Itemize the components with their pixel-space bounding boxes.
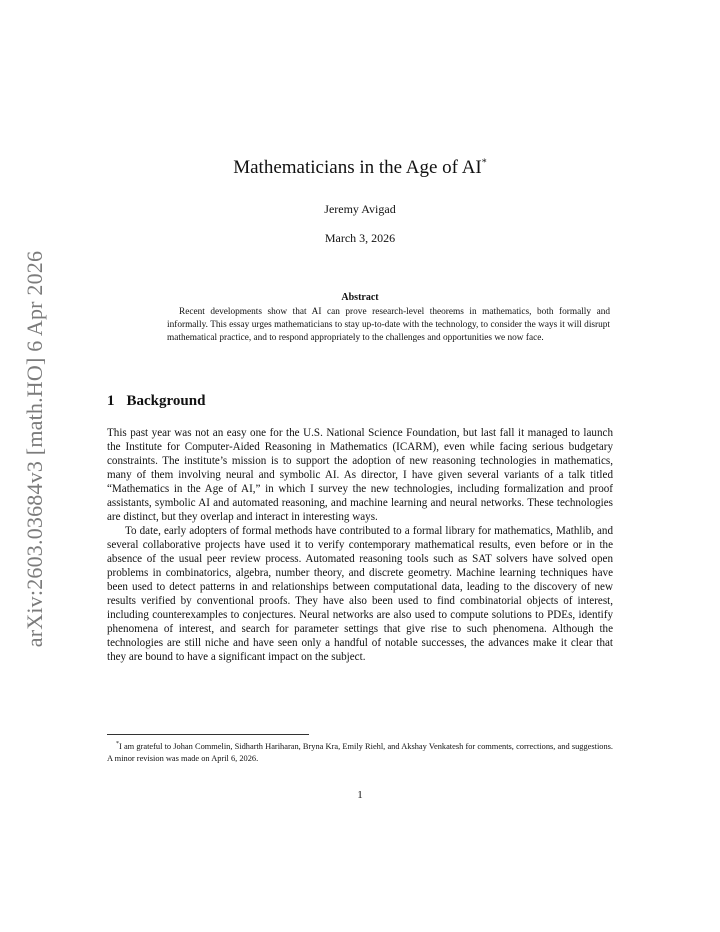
section-body xyxy=(107,426,613,664)
footnote-mark: * xyxy=(116,741,119,747)
footnote-divider xyxy=(107,734,309,735)
author-name: Jeremy Avigad xyxy=(324,202,396,216)
body-paragraph: This past year was not an easy one for the U.S. National Science Foundation, but last fall it managed to launch the Institute for Computer-Aided Reasoning in Mathematics (ICARM), even while facing serious budgetary constraints. The institute’s mission is to support the adoption of new reasoning technologies in mathematics, many of them involving neural and symbolic AI. As director, I have given several variants of a talk titled “Mathematics in the Age of AI,” in which I survey the new technologies, including formalization and proof assistants, symbolic AI and automated reasoning, and machine learning and neural networks. These technologies are distinct, but they overlap and interact in interesting ways. xyxy=(107,427,613,523)
arxiv-identifier-stamp: arXiv:2603.03684v3 [math.HO] 6 Apr 2026 xyxy=(22,250,47,648)
title-footnote-mark: * xyxy=(481,157,487,169)
body-paragraph: To date, early adopters of formal methods have contributed to a formal library for mathematics, Mathlib, and several collaborative projects have used it to verify contemporary mathematical results, even before or in the absence of the usual peer review process. Automated reasoning tools such as SAT solvers have solved open problems in combinatorics, algebra, number theory, and discrete geometry. Machine learning techniques have been used to detect patterns in and relationships between computational data, leading to the discovery of new results verified by conventional proofs. They have also been used to find combinatorial objects of interest, including counterexamples to conjectures. Neural networks are also used to compute solutions to PDEs, identify phenomena of interest, and search for parameter settings that give rise to such phenomena. Although the technologies are still niche and have seen only a handful of notable successes, the advances make it clear that they are bound to have a significant impact on the subject. xyxy=(107,525,613,663)
section-number: 1 xyxy=(107,393,115,409)
publication-date: March 3, 2026 xyxy=(324,231,396,245)
footnote-text: I am grateful to Johan Commelin, Sidharth Hariharan, Bryna Kra, Emily Riehl, and Akshay Venkatesh for comments, corrections, and suggestions. A minor revision was made on April 6, 2026. xyxy=(107,741,613,763)
paper-title xyxy=(0,157,720,179)
footnote xyxy=(107,738,613,765)
page-number: 1 xyxy=(357,789,363,801)
title-text: Mathematicians in the Age of AI xyxy=(233,157,482,178)
section-heading xyxy=(107,393,205,410)
section-title: Background xyxy=(126,393,206,409)
abstract-text: Recent developments show that AI can prove research-level theorems in mathematics, both formally and informally. This essay urges mathematicians to stay up-to-date with the technology, to consider the ways it will disrupt mathematical practice, and to respond appropriately to the challenges and opportunities we now face. xyxy=(167,307,610,343)
abstract-heading: Abstract xyxy=(341,292,379,303)
